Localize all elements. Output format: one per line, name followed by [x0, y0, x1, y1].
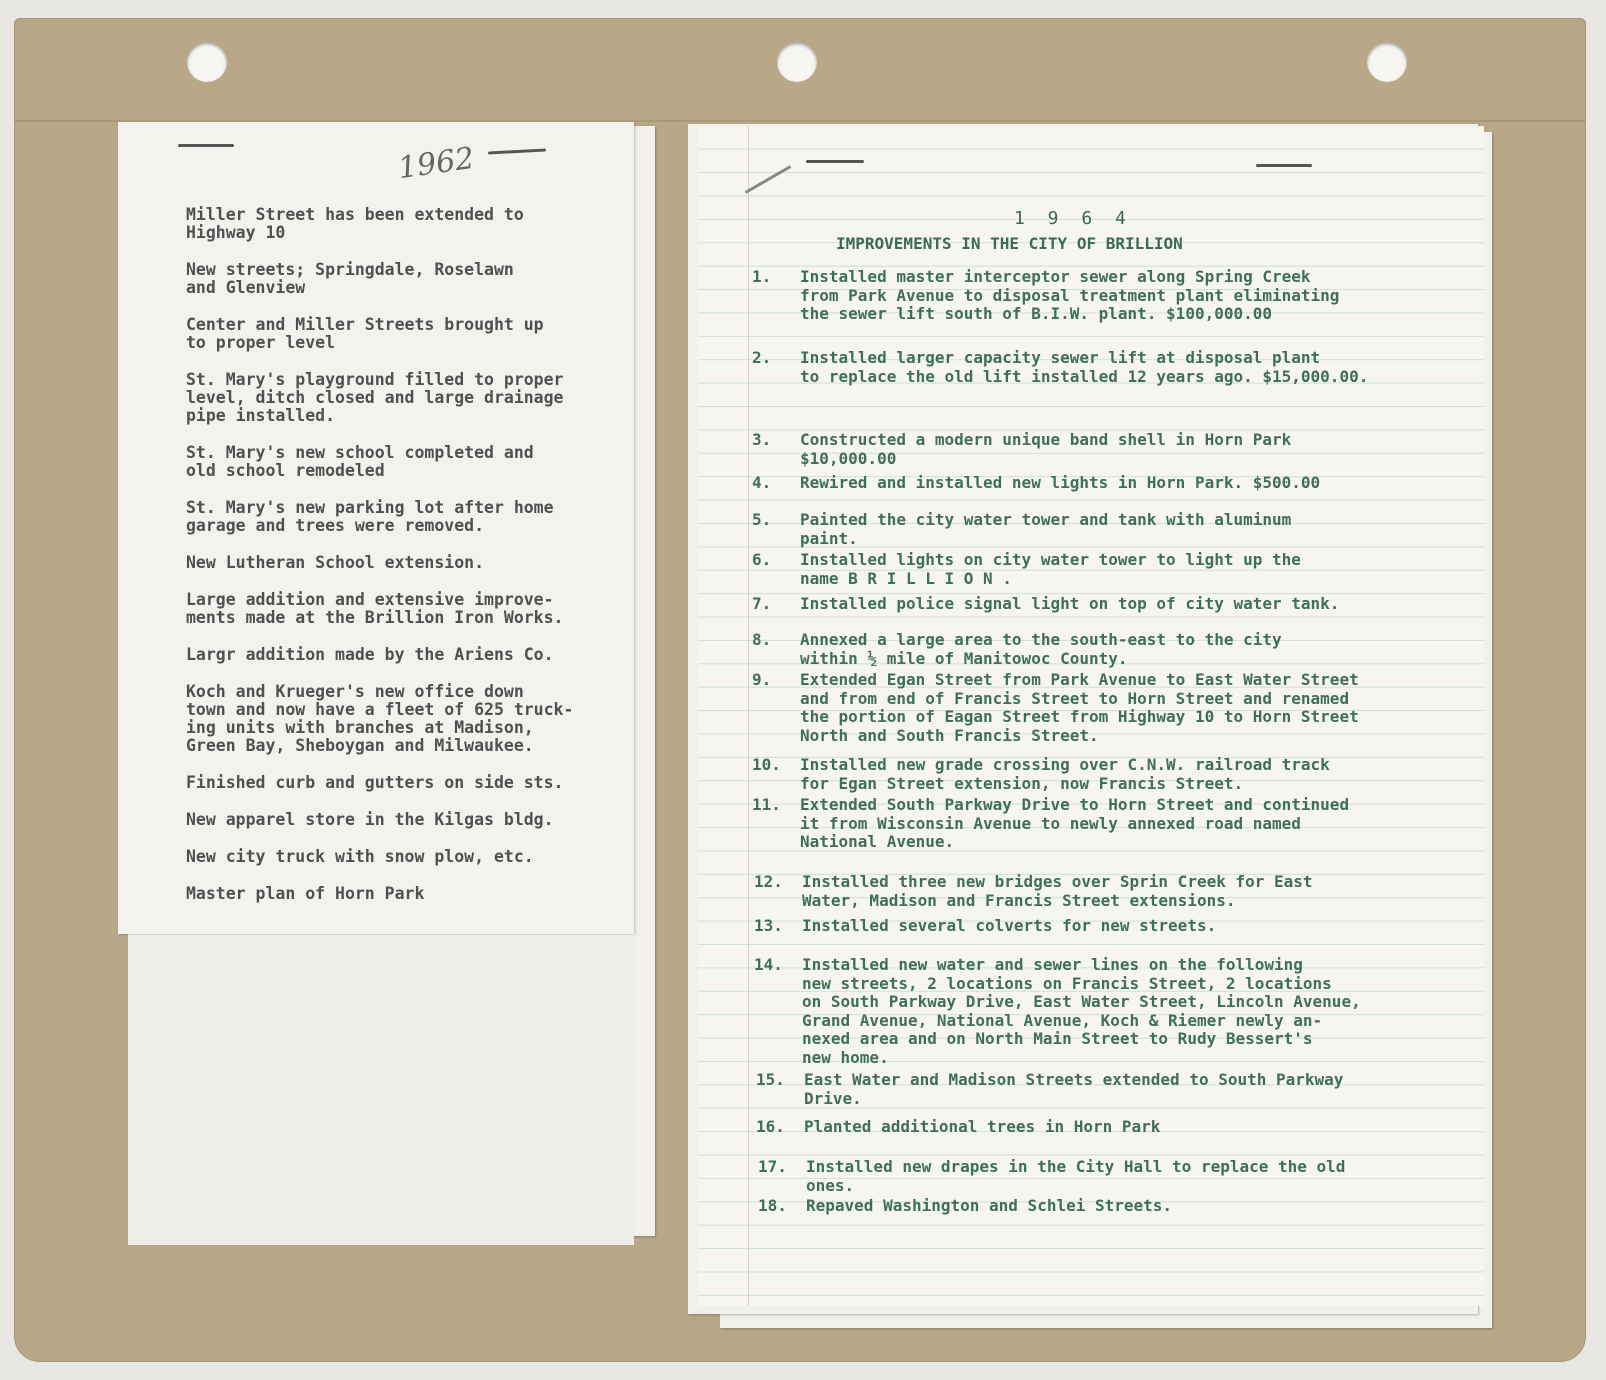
item-text: Installed new grade crossing over C.N.W. railroad track for Egan Street extension, now Francis Street.: [800, 755, 1330, 793]
item-number: 15.: [756, 1070, 785, 1089]
item-number: 10.: [752, 755, 781, 774]
item-text: Installed new water and sewer lines on the following new streets, 2 locations on Francis Street, 2 locations on South Parkway Drive, East Water Street, Lincoln Avenue, Grand Avenue, National Avenue, Koch & Riemer newly an- nexed area and on North Main Street to Rudy Bessert's new home.: [802, 955, 1361, 1067]
item-text: Installed new drapes in the City Hall to replace the old ones.: [806, 1157, 1346, 1195]
item-text: Installed three new bridges over Sprin Creek for East Water, Madison and Francis Street extensions.: [802, 872, 1313, 910]
item-text: Installed several colverts for new streets.: [802, 916, 1217, 935]
binder-hole-right: [1367, 42, 1407, 82]
document-heading: IMPROVEMENTS IN THE CITY OF BRILLION: [836, 234, 1183, 253]
item-number: 9.: [752, 670, 772, 689]
item-text: Annexed a large area to the south-east to the city within ½ mile of Manitowoc County.: [800, 630, 1282, 668]
item-number: 17.: [758, 1157, 787, 1176]
binder-hole-left: [187, 42, 227, 82]
item-number: 12.: [754, 872, 783, 891]
item-number: 7.: [752, 594, 772, 613]
item-text: Constructed a modern unique band shell in Horn Park $10,000.00: [800, 430, 1292, 468]
item-text: Extended South Parkway Drive to Horn Street and continued it from Wisconsin Avenue to newly annexed road named National Avenue.: [800, 795, 1350, 851]
document-year: 1 9 6 4: [1014, 208, 1132, 229]
left-list-item: St. Mary's new parking lot after home garage and trees were removed.: [186, 498, 554, 535]
margin-line: [748, 126, 749, 1306]
binder-hole-center: [777, 42, 817, 82]
staple-mark: [806, 160, 864, 163]
item-number: 5.: [752, 510, 772, 529]
left-list-item: New city truck with snow plow, etc.: [186, 847, 534, 866]
item-text: Installed master interceptor sewer along Spring Creek from Park Avenue to disposal treatment plant eliminating the sewer lift south of B.I.W. plant. $100,000.00: [800, 267, 1340, 323]
item-number: 4.: [752, 473, 772, 492]
left-list-item: Finished curb and gutters on side sts.: [186, 773, 564, 792]
left-list-item: Largr addition made by the Ariens Co.: [186, 645, 554, 664]
item-number: 16.: [756, 1117, 785, 1136]
left-list-item: Large addition and extensive improve- ments made at the Brillion Iron Works.: [186, 590, 564, 627]
item-number: 2.: [752, 348, 772, 367]
item-number: 3.: [752, 430, 772, 449]
left-list-item: New streets; Springdale, Roselawn and Glenview: [186, 260, 514, 297]
item-number: 14.: [754, 955, 783, 974]
item-text: Painted the city water tower and tank with aluminum paint.: [800, 510, 1292, 548]
item-text: Installed lights on city water tower to light up the name B R I L L I O N .: [800, 550, 1301, 588]
item-number: 18.: [758, 1196, 787, 1215]
item-text: Extended Egan Street from Park Avenue to East Water Street and from end of Francis Street to Horn Street and renamed the portion of Eagan Street from Highway 10 to Horn Street North and South Francis Street.: [800, 670, 1359, 745]
left-improvements-list: [186, 206, 634, 922]
item-number: 6.: [752, 550, 772, 569]
item-text: Installed police signal light on top of city water tank.: [800, 594, 1340, 613]
left-clipping-lower-page: [128, 934, 634, 1245]
left-list-item: Koch and Krueger's new office down town and now have a fleet of 625 truck- ing units with branches at Madison, Green Bay, Sheboygan and Milwaukee.: [186, 682, 574, 755]
left-list-item: Master plan of Horn Park: [186, 884, 425, 903]
left-list-item: New apparel store in the Kilgas bldg.: [186, 810, 554, 829]
left-list-item: Center and Miller Streets brought up to proper level: [186, 315, 544, 352]
left-list-item: New Lutheran School extension.: [186, 553, 485, 572]
item-number: 8.: [752, 630, 772, 649]
item-text: Planted additional trees in Horn Park: [804, 1117, 1161, 1136]
item-text: Repaved Washington and Schlei Streets.: [806, 1196, 1173, 1215]
item-number: 11.: [752, 795, 781, 814]
staple-mark: [1256, 164, 1312, 167]
item-number: 1.: [752, 267, 772, 286]
staple-mark: [178, 144, 234, 147]
item-text: East Water and Madison Streets extended to South Parkway Drive.: [804, 1070, 1344, 1108]
left-list-item: St. Mary's new school completed and old school remodeled: [186, 443, 534, 480]
left-list-item: Miller Street has been extended to Highway 10: [186, 205, 524, 242]
left-list-item: St. Mary's playground filled to proper level, ditch closed and large drainage pipe installed.: [186, 370, 564, 425]
item-text: Rewired and installed new lights in Horn Park. $500.00: [800, 473, 1321, 492]
handwritten-year: 1962: [395, 140, 477, 187]
item-number: 13.: [754, 916, 783, 935]
item-text: Installed larger capacity sewer lift at disposal plant to replace the old lift installed 12 years ago. $15,000.00.: [800, 348, 1369, 386]
